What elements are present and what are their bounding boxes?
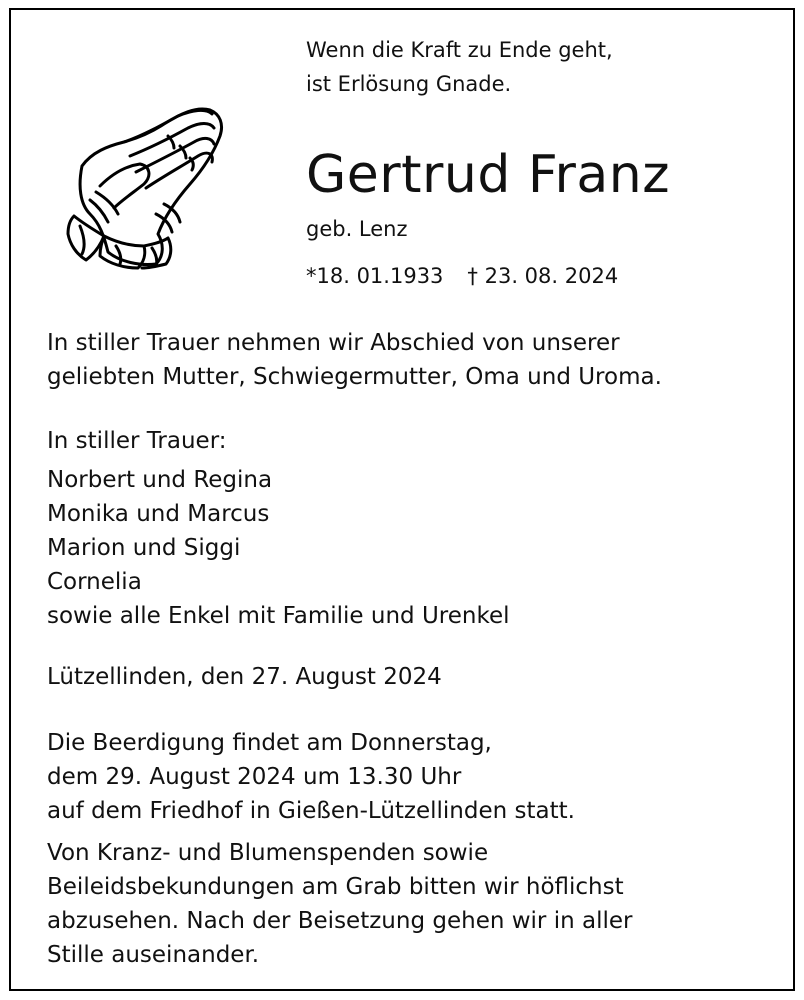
mourners-list [47,463,510,633]
motto-verse [306,33,613,101]
motto-line-1: Wenn die Kraft zu Ende geht, [306,38,613,62]
funeral-line-1: Die Beerdigung findet am Donnerstag, [47,730,492,756]
funeral-details [47,726,575,828]
intro-line-1: In stiller Trauer nehmen wir Abschied von unserer [47,330,620,356]
mourner-item: sowie alle Enkel mit Familie und Urenkel [47,603,510,629]
praying-hands-icon [60,96,235,270]
life-dates [306,260,618,292]
motto-line-2: ist Erlösung Gnade. [306,72,512,96]
intro-text [47,326,662,394]
mourner-item: Cornelia [47,569,142,595]
place-and-date: Lützellinden, den 27. August 2024 [47,664,442,690]
condolence-request [47,836,632,972]
intro-line-2: geliebten Mutter, Schwiegermutter, Oma und Uroma. [47,364,662,390]
request-line-3: abzusehen. Nach der Beisetzung gehen wir in aller [47,908,633,934]
request-line-4: Stille auseinander. [47,942,260,968]
death-date: † 23. 08. 2024 [467,264,619,288]
funeral-line-3: auf dem Friedhof in Gießen-Lützellinden statt. [47,798,575,824]
mourner-item: Marion und Siggi [47,535,241,561]
request-line-1: Von Kranz- und Blumenspenden sowie [47,840,489,866]
mourner-item: Monika und Marcus [47,501,270,527]
birth-date: *18. 01.1933 [306,264,444,288]
birth-name: geb. Lenz [306,217,408,241]
mourner-item: Norbert und Regina [47,467,273,493]
request-line-2: Beileidsbekundungen am Grab bitten wir höflichst [47,874,624,900]
deceased-name: Gertrud Franz [306,145,671,205]
funeral-line-2: dem 29. August 2024 um 13.30 Uhr [47,764,462,790]
mourners-heading: In stiller Trauer: [47,428,227,454]
